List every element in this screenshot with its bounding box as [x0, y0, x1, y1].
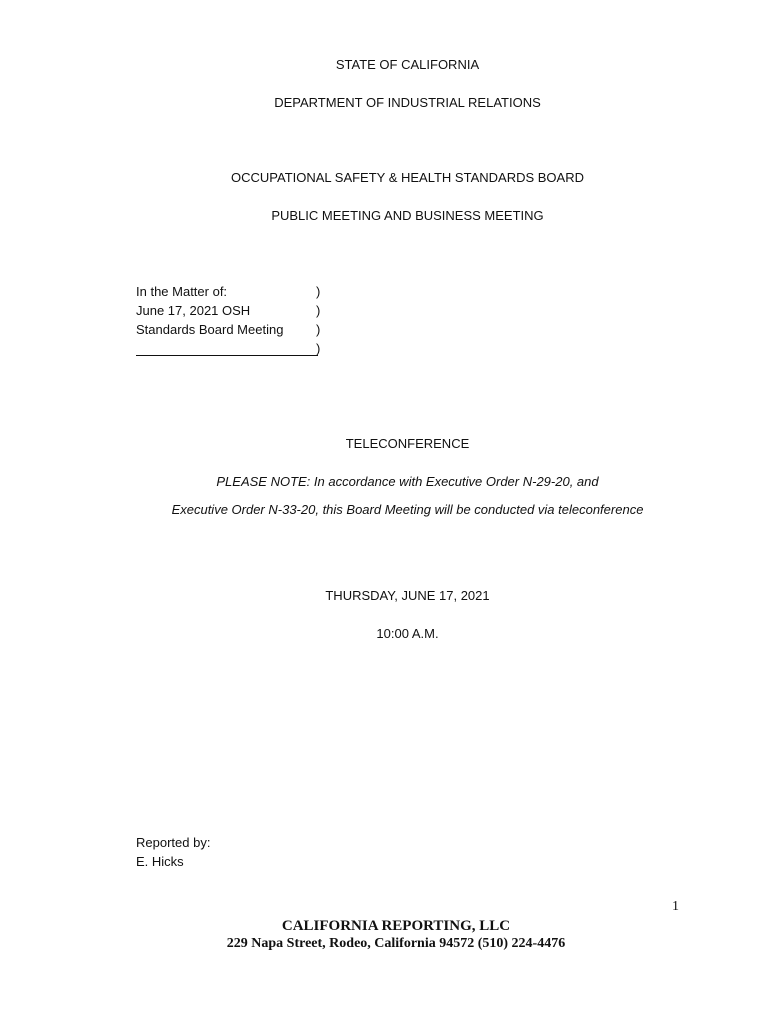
caption-row — [136, 284, 336, 303]
reporter-block — [136, 833, 210, 871]
caption-paren: ) — [316, 341, 321, 356]
case-caption — [136, 284, 336, 360]
footer-address: 229 Napa Street, Rodeo, California 94572 (510) 224-4476 — [226, 936, 566, 951]
footer-company: CALIFORNIA REPORTING, LLC — [281, 918, 511, 934]
caption-text: In the Matter of: — [136, 284, 228, 299]
caption-paren: ) — [316, 303, 321, 318]
reporter-name: E. Hicks — [136, 854, 184, 869]
department-heading: DEPARTMENT OF INDUSTRIAL RELATIONS — [274, 95, 541, 110]
meeting-type-heading: PUBLIC MEETING AND BUSINESS MEETING — [271, 208, 544, 223]
caption-paren: ) — [316, 284, 321, 299]
caption-row — [136, 303, 336, 322]
caption-row — [136, 322, 336, 341]
caption-paren: ) — [316, 322, 321, 337]
teleconference-heading: TELECONFERENCE — [345, 436, 470, 451]
caption-row — [136, 341, 336, 360]
notice-line-2: Executive Order N-33-20, this Board Meeting will be conducted via teleconference — [171, 502, 644, 517]
caption-text: Standards Board Meeting — [136, 322, 284, 337]
caption-text: June 17, 2021 OSH — [136, 303, 251, 318]
notice-line-1: PLEASE NOTE: In accordance with Executive Order N-29-20, and — [216, 474, 599, 489]
meeting-time: 10:00 A.M. — [376, 626, 439, 641]
caption-underline — [136, 355, 318, 356]
page-number: 1 — [672, 899, 679, 914]
reporter-label: Reported by: — [136, 835, 211, 850]
board-heading: OCCUPATIONAL SAFETY & HEALTH STANDARDS BOARD — [231, 170, 584, 185]
meeting-date: THURSDAY, JUNE 17, 2021 — [325, 588, 490, 603]
state-heading: STATE OF CALIFORNIA — [335, 57, 480, 72]
